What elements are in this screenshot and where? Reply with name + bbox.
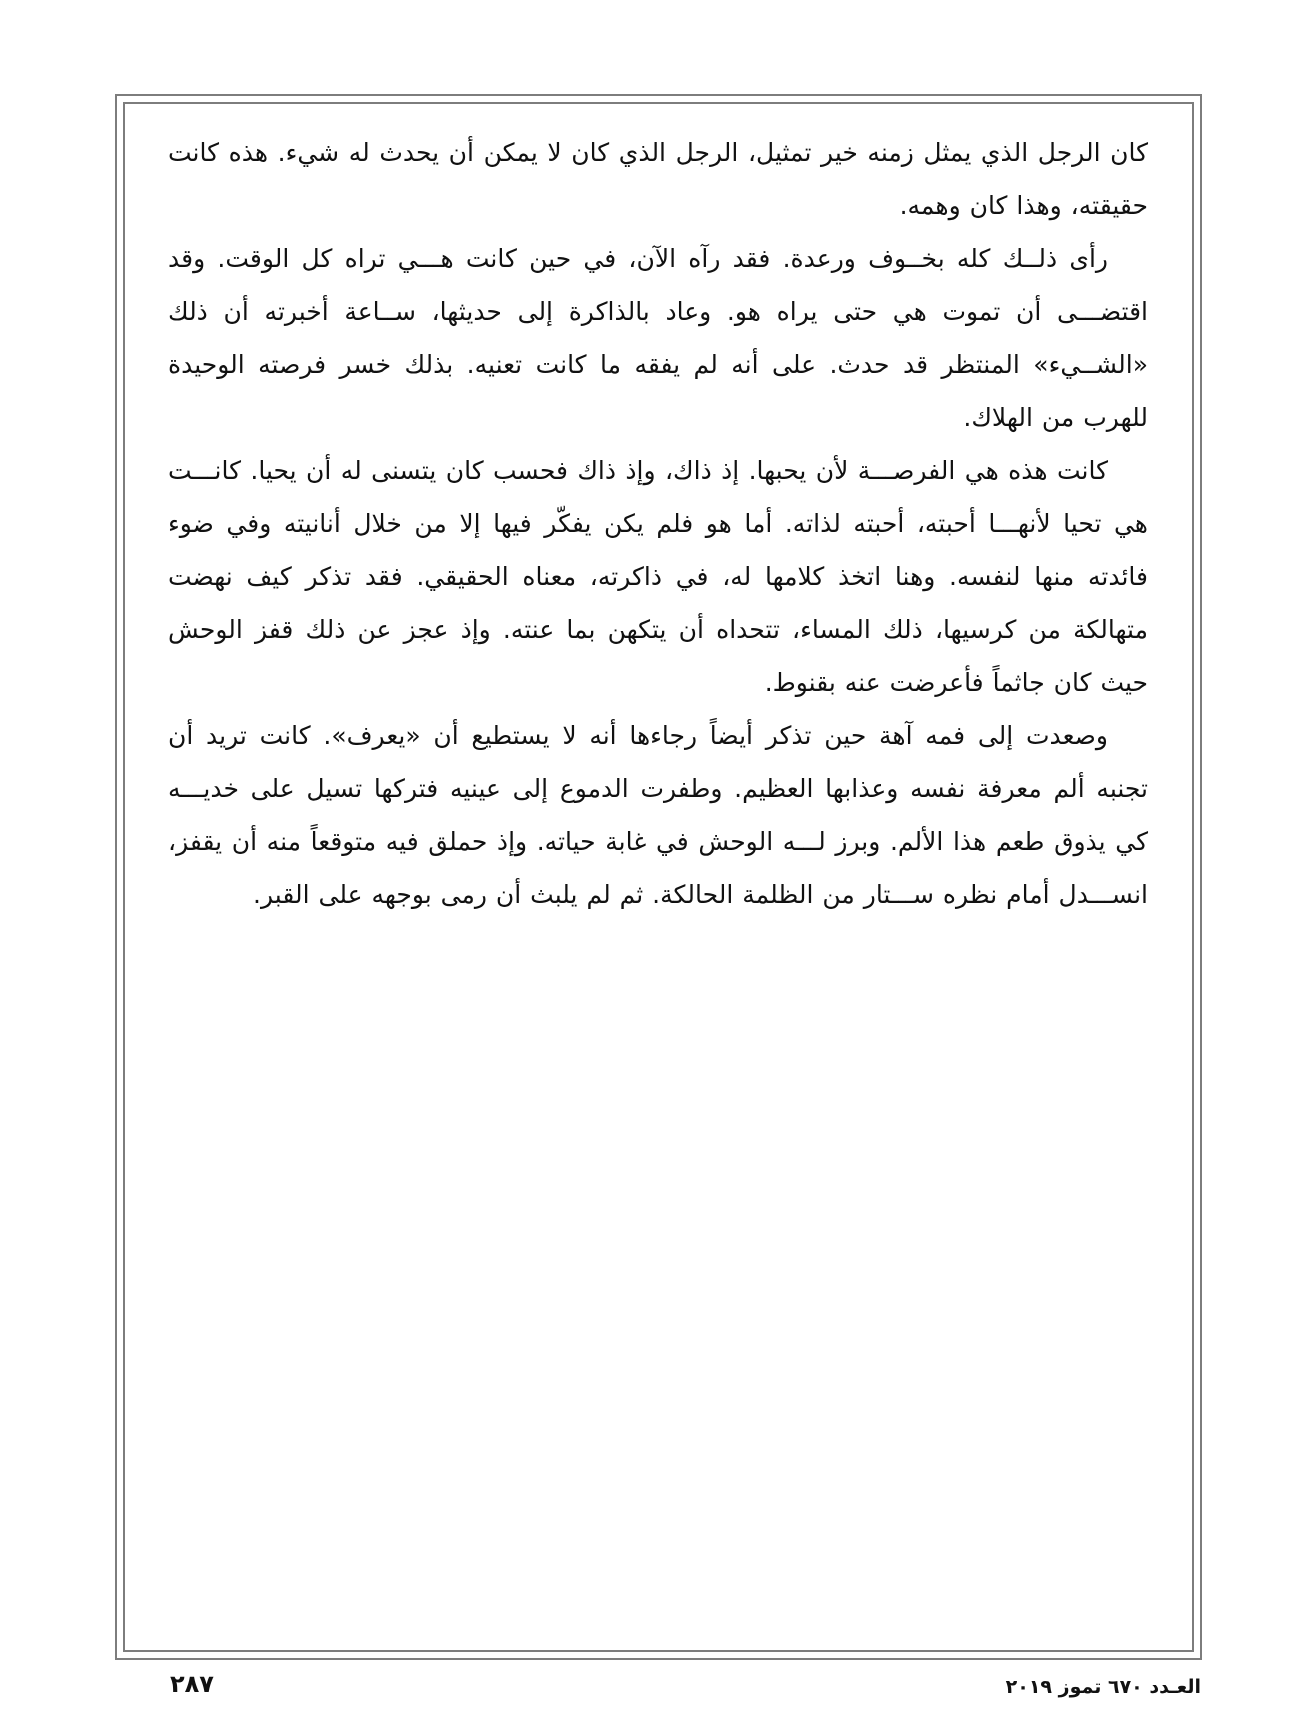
footer-issue-info: العـدد ٦٧٠ تموز ٢٠١٩ [1005, 1676, 1201, 1698]
paragraph-4: وصعدت إلى فمه آهة حين تذكر أيضاً رجاءها أنه لا يستطيع أن «يعرف». كانت تريد أن تجنبه ألم معرفة نفسه وعذابها العظيم. وطفرت الدموع إلى عينيه فتركها تسيل على خديـــه كي يذوق طعم هذا الألم. وبرز لـــه الوحش في غابة حياته. وإذ حملق فيه متوقعاً منه أن يقفز، انســـدل أمام نظره ســـتار من الظلمة الحالكة. ثم لم يلبث أن رمى بوجهه على القبر. [168, 721, 1148, 909]
paragraph-3: كانت هذه هي الفرصـــة لأن يحبها. إذ ذاك، وإذ ذاك فحسب كان يتسنى له أن يحيا. كانـــت هي تحيا لأنهـــا أحبته، أحبته لذاته. أما هو فلم يكن يفكّر فيها إلا من خلال أنانيته وفي ضوء فائدته منها لنفسه. وهنا اتخذ كلامها له، في ذاكرته، معناه الحقيقي. فقد تذكر كيف نهضت متهالكة من كرسيها، ذلك المساء، تتحداه أن يتكهن بما عنته. وإذ عجز عن ذلك قفز الوحش حيث كان جاثماً فأعرضت عنه بقنوط. [168, 456, 1148, 697]
article-body [168, 126, 1148, 921]
paragraph-2: رأى ذلــك كله بخــوف ورعدة. فقد رآه الآن، في حين كانت هـــي تراه كل الوقت. وقد اقتضـــى أن تموت هي حتى يراه هو. وعاد بالذاكرة إلى حديثها، ســاعة أخبرته أن ذلك «الشــيء» المنتظر قد حدث. على أنه لم يفقه ما كانت تعنيه. بذلك خسر فرصته الوحيدة للهرب من الهلاك. [168, 244, 1148, 432]
paragraph-1: كان الرجل الذي يمثل زمنه خير تمثيل، الرجل الذي كان لا يمكن أن يحدث له شيء. هذه كانت حقيقته، وهذا كان وهمه. [168, 138, 1148, 220]
page-number: ٢٨٧ [170, 1670, 214, 1698]
